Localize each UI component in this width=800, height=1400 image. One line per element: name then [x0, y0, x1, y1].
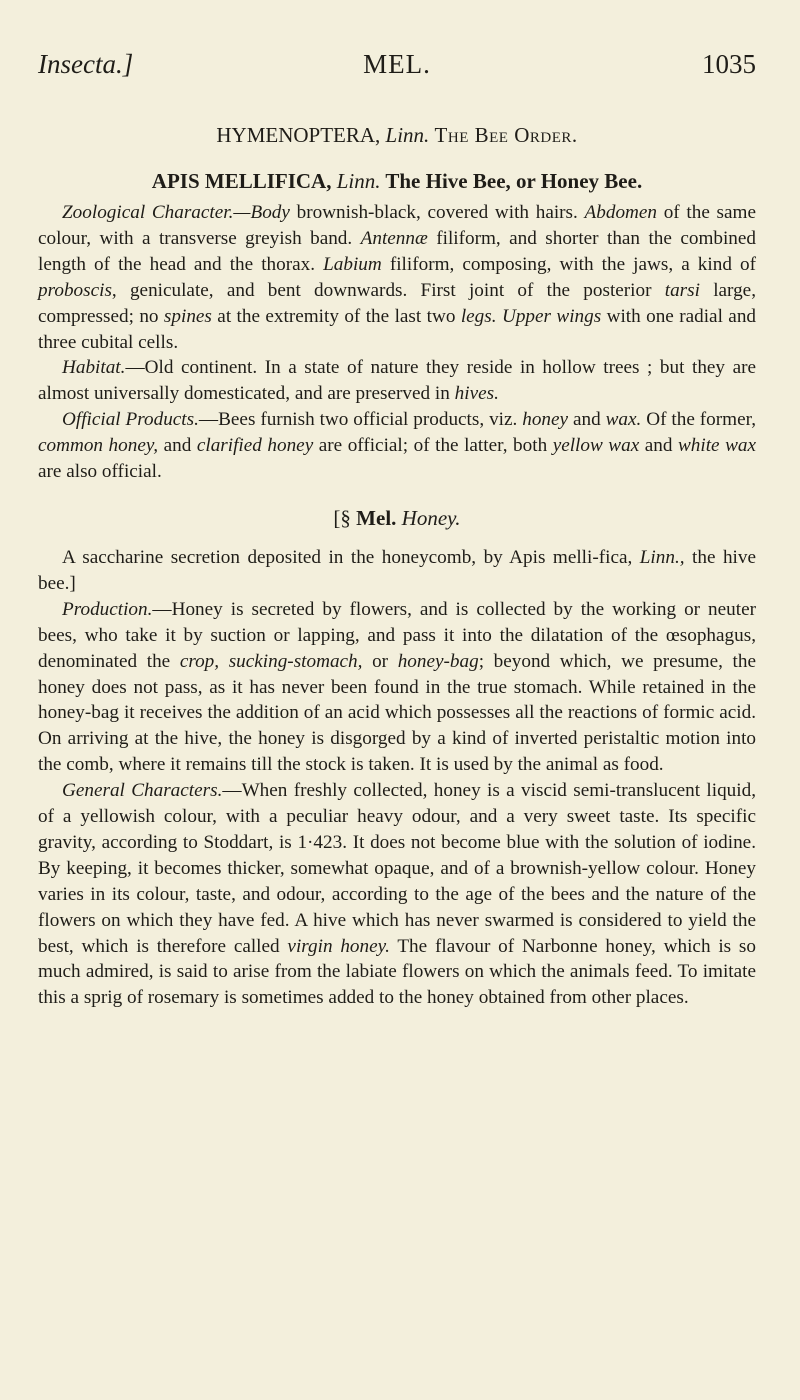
definition-text-2: the hive bee.]: [38, 546, 756, 594]
production-or: or: [362, 650, 398, 672]
species-authority: Linn.: [336, 169, 381, 193]
general-text-1: —When freshly collected, honey is a viscid semi-translucent liquid, of a yellowish colour, with a peculiar heavy odour, and a very sweet taste. Its specific gravity, according to Stoddart, is 1·423. It does not become blue with the solution of iodine. By keeping, it becomes thicker, somewhat opaque, and of a brownish-yellow colour. Honey varies in its colour, taste, and odour, according to the age of the bees and the nature of the flowers on which they have fed. A hive which has never swarmed is considered to yield the best, which is therefore called: [38, 780, 756, 957]
order-authority: Linn.: [385, 123, 430, 147]
zoological-paragraph: [38, 200, 756, 355]
proboscis-text: , geniculate, and bent downwards. First joint of the posterior: [111, 279, 665, 301]
habitat-paragraph: [38, 355, 756, 407]
white-wax-term: white wax: [677, 435, 756, 457]
upper-wings-text: with one radial and three cubital cells.: [38, 305, 757, 353]
labium-text: filiform, composing, with the jaws, a kind of: [381, 253, 756, 275]
spines-text: at the extremity of the last two: [211, 305, 461, 327]
crop-term: crop, sucking-stomach,: [179, 650, 363, 672]
production-label: Production.: [62, 598, 153, 620]
page-number: 1035: [702, 49, 756, 79]
abdomen-text: of the same colour, with a transverse greyish band.: [38, 202, 756, 249]
tarsi-text: large, compressed; no: [38, 279, 756, 327]
yellow-wax-term: yellow wax: [552, 435, 640, 457]
honey-bag-term: honey-bag: [397, 650, 479, 672]
abdomen-term: Abdomen: [584, 202, 657, 223]
species-name: APIS MELLIFICA,: [151, 169, 332, 193]
common-honey-term: common honey,: [38, 435, 159, 457]
general-paragraph: [38, 778, 756, 1011]
production-paragraph: [38, 597, 756, 778]
labium-term: Labium: [323, 253, 382, 275]
spines-term: spines: [163, 305, 212, 327]
zoological-label: Zoological Character.: [62, 202, 234, 223]
body-term: —Body: [233, 202, 290, 223]
tarsi-term: tarsi: [664, 279, 700, 301]
page-body: [38, 120, 756, 1011]
official-and-2: and: [158, 435, 197, 457]
definition-text: A saccharine secretion deposited in the honeycomb, by Apis melli-fica,: [62, 546, 640, 568]
definition-authority: Linn.,: [639, 546, 685, 568]
clarified-honey-term: clarified honey: [196, 435, 314, 457]
definition-paragraph: [38, 545, 756, 597]
antennae-term: Antennæ: [360, 227, 428, 249]
general-label: General Characters.: [62, 780, 223, 802]
honey-term: honey: [522, 409, 569, 431]
official-text-4: are also official.: [38, 461, 162, 483]
virgin-honey-term: virgin honey.: [287, 935, 390, 957]
legs-term: legs.: [460, 305, 497, 327]
section-heading: [38, 503, 756, 533]
order-heading: [38, 120, 756, 150]
header-section: Insecta.]: [38, 49, 134, 79]
official-and-1: and: [568, 409, 606, 431]
proboscis-term: proboscis: [38, 279, 112, 301]
official-text-1: —Bees furnish two official products, viz.: [198, 409, 523, 431]
official-text-3: are official; of the latter, both: [313, 435, 553, 457]
official-and-3: and: [639, 435, 678, 457]
section-translation: Honey.: [401, 505, 461, 530]
body-text: brownish-black, covered with hairs.: [289, 202, 585, 223]
habitat-text: —Old continent. In a state of nature they reside in hollow trees ; but they are almost universally domesticated, and are preserved in: [38, 357, 756, 405]
hives-term: hives.: [454, 383, 499, 405]
upper-wings-term: Upper wings: [501, 305, 602, 327]
official-text-2: Of the former,: [641, 409, 757, 431]
order-title: The Bee Order.: [434, 123, 578, 147]
species-common-name: The Hive Bee, or Honey Bee.: [385, 169, 643, 193]
wax-term: wax.: [605, 409, 642, 431]
habitat-label: Habitat.: [62, 357, 126, 379]
section-name: Mel.: [356, 505, 397, 530]
order-name: HYMENOPTERA,: [216, 123, 381, 147]
production-text-1: —Honey is secreted by flowers, and is collected by the working or neuter bees, who take it by suction or lapping, and pass it into the dilatation of the œsophagus, denominated the: [38, 598, 756, 672]
species-heading: [38, 166, 756, 196]
antennae-text: filiform, and shorter than the combined length of the head and the thorax.: [38, 227, 756, 275]
general-text-2: The flavour of Narbonne honey, which is so much admired, is said to arise from the labiate flowers on which the animals feed. To imitate this a sprig of rosemary is sometimes added to the honey obtained from other places.: [38, 935, 756, 1009]
section-bracket: [§: [333, 505, 357, 530]
header-title: MEL.: [363, 49, 431, 79]
running-header: [38, 44, 756, 84]
official-paragraph: [38, 407, 756, 485]
production-text-2: ; beyond which, we presume, the honey does not pass, as it has never been found in the true stomach. While retained in the honey-bag it receives the addition of an acid which possesses all the reactions of formic acid. On arriving at the hive, the honey is disgorged by a kind of inverted peristaltic motion into the comb, where it remains till the stock is taken. It is used by the animal as food.: [38, 650, 756, 776]
official-label: Official Products.: [62, 409, 199, 431]
